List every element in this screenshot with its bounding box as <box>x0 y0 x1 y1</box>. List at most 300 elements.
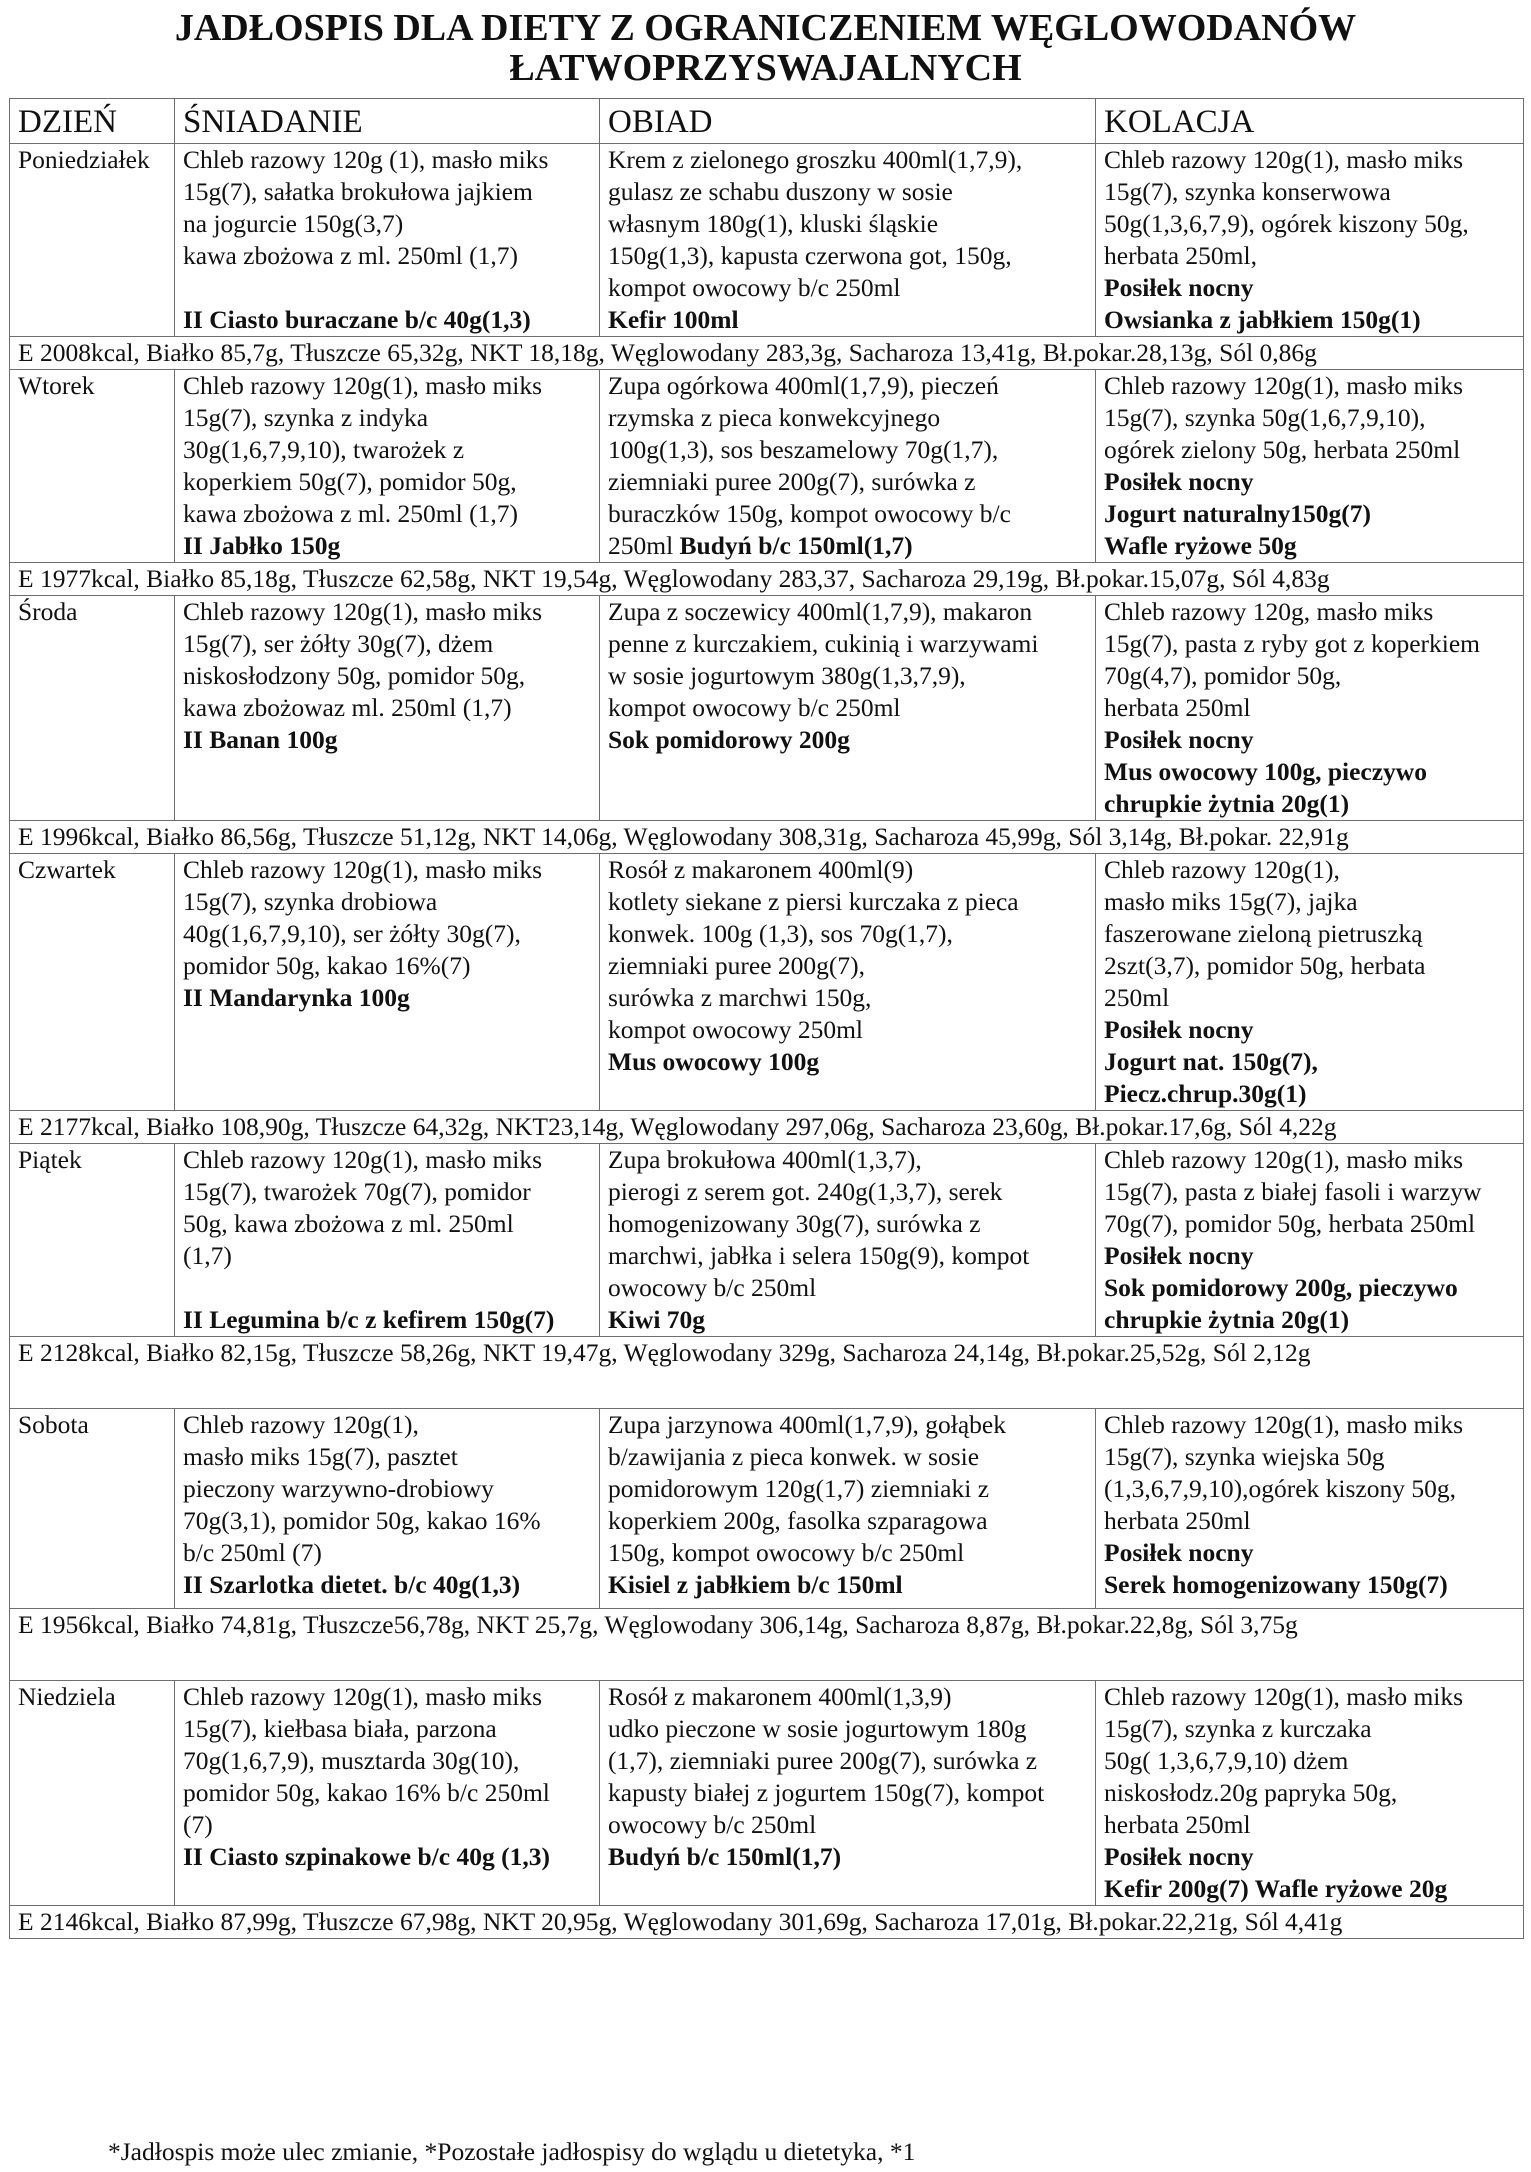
breakfast-cell <box>175 144 600 337</box>
menu-line <box>183 530 591 562</box>
menu-line <box>183 434 591 466</box>
menu-line <box>608 370 1087 402</box>
header-dinner: KOLACJA <box>1096 99 1524 144</box>
menu-line <box>1104 1873 1515 1905</box>
lunch-cell <box>600 596 1096 821</box>
menu-line <box>608 660 1087 692</box>
menu-text: pomidor 50g, kakao 16%(7) <box>183 951 471 980</box>
lunch-cell <box>600 370 1096 563</box>
blank-line <box>183 272 591 304</box>
menu-text: Krem z zielonego groszku 400ml(1,7,9), <box>608 145 1023 174</box>
menu-text: pieczony warzywno-drobiowy <box>183 1474 494 1503</box>
header-lunch: OBIAD <box>600 99 1096 144</box>
menu-text: ziemniaki puree 200g(7), surówka z <box>608 467 976 496</box>
menu-line <box>183 982 591 1014</box>
menu-text: Chleb razowy 120g(1), masło miks <box>183 1682 543 1711</box>
menu-text: 15g(7), szynka z indyka <box>183 403 429 432</box>
menu-text: Mus owocowy 100g, pieczywo <box>1104 757 1427 786</box>
breakfast-cell <box>175 1144 600 1337</box>
menu-line <box>1104 1681 1515 1713</box>
menu-line <box>608 1441 1087 1473</box>
menu-text: Posiłek nocny <box>1104 1538 1254 1567</box>
menu-line <box>1104 434 1515 466</box>
summary-row <box>10 337 1524 370</box>
menu-line <box>1104 1777 1515 1809</box>
day-row <box>10 1409 1524 1609</box>
day-name: Środa <box>10 596 175 821</box>
menu-text: 15g(7), ser żółty 30g(7), dżem <box>183 629 494 658</box>
dinner-cell <box>1096 144 1524 337</box>
menu-text-bold: Budyń b/c 150ml(1,7) <box>679 531 913 560</box>
menu-line <box>1104 208 1515 240</box>
menu-line <box>183 918 591 950</box>
menu-text: pomidor 50g, kakao 16% b/c 250ml <box>183 1778 550 1807</box>
menu-line <box>183 1713 591 1745</box>
menu-line <box>608 1569 1087 1601</box>
menu-text: 2szt(3,7), pomidor 50g, herbata <box>1104 951 1426 980</box>
menu-text: Posiłek nocny <box>1104 725 1254 754</box>
menu-line <box>608 498 1087 530</box>
menu-line <box>1104 176 1515 208</box>
header-day: DZIEŃ <box>10 99 175 144</box>
summary-row <box>10 1111 1524 1144</box>
menu-line <box>608 886 1087 918</box>
menu-line <box>1104 1240 1515 1272</box>
menu-line <box>183 1809 591 1841</box>
menu-text: II Ciasto buraczane b/c 40g(1,3) <box>183 305 531 334</box>
header-breakfast: ŚNIADANIE <box>175 99 600 144</box>
menu-line <box>1104 530 1515 562</box>
menu-line <box>608 1777 1087 1809</box>
menu-line <box>608 240 1087 272</box>
lunch-cell <box>600 854 1096 1111</box>
breakfast-cell <box>175 370 600 563</box>
menu-text: Zupa brokułowa 400ml(1,3,7), <box>608 1145 922 1174</box>
menu-line <box>1104 1272 1515 1304</box>
menu-text: 50g, kawa zbożowa z ml. 250ml <box>183 1209 514 1238</box>
menu-line <box>608 1841 1087 1873</box>
menu-text: Chleb razowy 120g, masło miks <box>1104 597 1434 626</box>
menu-line <box>608 1409 1087 1441</box>
menu-line <box>183 498 591 530</box>
menu-text: 15g(7), szynka wiejska 50g <box>1104 1442 1385 1471</box>
menu-text: gulasz ze schabu duszony w sosie <box>608 177 953 206</box>
menu-text: herbata 250ml, <box>1104 241 1257 270</box>
menu-line <box>183 304 591 336</box>
menu-line <box>608 1713 1087 1745</box>
menu-text: (1,3,6,7,9,10),ogórek kiszony 50g, <box>1104 1474 1456 1503</box>
lunch-cell <box>600 1409 1096 1609</box>
menu-line <box>183 1208 591 1240</box>
menu-text: II Ciasto szpinakowe b/c 40g (1,3) <box>183 1842 550 1871</box>
nutrition-summary: E 2128kcal, Białko 82,15g, Tłuszcze 58,26g, NKT 19,47g, Węglowodany 329g, Sacharoza 24,14g, Bł.pokar.25,52g, Sól 2,12g <box>10 1337 1524 1409</box>
document-title <box>0 8 1531 88</box>
menu-text: 150g, kompot owocowy b/c 250ml <box>608 1538 965 1567</box>
menu-line <box>183 208 591 240</box>
lunch-cell <box>600 1144 1096 1337</box>
menu-line <box>1104 1208 1515 1240</box>
menu-line <box>1104 918 1515 950</box>
menu-line <box>1104 498 1515 530</box>
nutrition-summary: E 1996kcal, Białko 86,56g, Tłuszcze 51,12g, NKT 14,06g, Węglowodany 308,31g, Sacharoza 45,99g, Sól 3,14g, Bł.pokar. 22,91g <box>10 821 1524 854</box>
menu-text: rzymska z pieca konwekcyjnego <box>608 403 941 432</box>
menu-text: 40g(1,6,7,9,10), ser żółty 30g(7), <box>183 919 521 948</box>
menu-text: Chleb razowy 120g(1), masło miks <box>1104 145 1464 174</box>
menu-line <box>1104 756 1515 788</box>
menu-text: chrupkie żytnia 20g(1) <box>1104 789 1350 818</box>
menu-line <box>1104 1409 1515 1441</box>
menu-text: 15g(7), kiełbasa biała, parzona <box>183 1714 497 1743</box>
menu-text: II Mandarynka 100g <box>183 983 410 1012</box>
menu-line <box>608 176 1087 208</box>
menu-text: (1,7) <box>183 1241 232 1270</box>
menu-text: Chleb razowy 120g(1), masło miks <box>1104 1145 1464 1174</box>
menu-line <box>608 1272 1087 1304</box>
menu-line <box>1104 1505 1515 1537</box>
menu-text: Kiwi 70g <box>608 1305 706 1334</box>
menu-line <box>1104 402 1515 434</box>
menu-text: pomidorowym 120g(1,7) ziemniaki z <box>608 1474 990 1503</box>
menu-text: niskosłodzony 50g, pomidor 50g, <box>183 661 526 690</box>
menu-text: 15g(7), twarożek 70g(7), pomidor <box>183 1177 531 1206</box>
menu-line <box>183 370 591 402</box>
day-row <box>10 596 1524 821</box>
header-row <box>10 99 1524 144</box>
menu-text: Posiłek nocny <box>1104 1015 1254 1044</box>
menu-line <box>608 434 1087 466</box>
nutrition-summary: E 1956kcal, Białko 74,81g, Tłuszcze56,78g, NKT 25,7g, Węglowodany 306,14g, Sacharoza 8,87g, Bł.pokar.22,8g, Sól 3,75g <box>10 1609 1524 1681</box>
menu-line <box>1104 272 1515 304</box>
menu-text: Chleb razowy 120g(1), masło miks <box>183 597 543 626</box>
menu-text: koperkiem 50g(7), pomidor 50g, <box>183 467 517 496</box>
dinner-cell <box>1096 854 1524 1111</box>
menu-line <box>608 724 1087 756</box>
menu-text: herbata 250ml <box>1104 1506 1251 1535</box>
dinner-cell <box>1096 1409 1524 1609</box>
menu-line <box>1104 692 1515 724</box>
menu-line <box>1104 240 1515 272</box>
nutrition-summary: E 2008kcal, Białko 85,7g, Tłuszcze 65,32g, NKT 18,18g, Węglowodany 283,3g, Sacharoza 13,41g, Bł.pokar.28,13g, Sól 0,86g <box>10 337 1524 370</box>
dinner-cell <box>1096 596 1524 821</box>
menu-text: 250ml <box>608 531 680 560</box>
menu-text: 15g(7), pasta z ryby got z koperkiem <box>1104 629 1481 658</box>
menu-line <box>1104 886 1515 918</box>
menu-line <box>1104 1144 1515 1176</box>
menu-text: 50g( 1,3,6,7,9,10) dżem <box>1104 1746 1349 1775</box>
menu-line <box>183 1681 591 1713</box>
menu-line <box>1104 1841 1515 1873</box>
menu-line <box>183 1537 591 1569</box>
menu-text: herbata 250ml <box>1104 1810 1251 1839</box>
menu-line <box>1104 1809 1515 1841</box>
menu-line <box>1104 1569 1515 1601</box>
menu-line <box>608 1240 1087 1272</box>
menu-text: Sok pomidorowy 200g, pieczywo <box>1104 1273 1458 1302</box>
menu-text: Budyń b/c 150ml(1,7) <box>608 1842 842 1871</box>
menu-line <box>608 304 1087 336</box>
menu-line <box>183 1841 591 1873</box>
menu-text: niskosłodz.20g papryka 50g, <box>1104 1778 1398 1807</box>
nutrition-summary: E 2177kcal, Białko 108,90g, Tłuszcze 64,32g, NKT23,14g, Węglowodany 297,06g, Sacharoza 23,60g, Bł.pokar.17,6g, Sól 4,22g <box>10 1111 1524 1144</box>
menu-line <box>183 1745 591 1777</box>
menu-text: Chleb razowy 120g(1), masło miks <box>1104 371 1464 400</box>
menu-line <box>608 272 1087 304</box>
nutrition-summary: E 2146kcal, Białko 87,99g, Tłuszcze 67,98g, NKT 20,95g, Węglowodany 301,69g, Sacharoza 17,01g, Bł.pokar.22,21g, Sól 4,41g <box>10 1906 1524 1939</box>
title-line-1: JADŁOSPIS DLA DIETY Z OGRANICZENIEM WĘGLOWODANÓW <box>174 7 1357 49</box>
blank-line <box>183 1272 591 1304</box>
dinner-cell <box>1096 1681 1524 1906</box>
menu-line <box>1104 788 1515 820</box>
day-row <box>10 1681 1524 1906</box>
menu-line <box>1104 1176 1515 1208</box>
day-row <box>10 144 1524 337</box>
menu-text: 70g(4,7), pomidor 50g, <box>1104 661 1342 690</box>
menu-text: Chleb razowy 120g(1), <box>183 1410 419 1439</box>
dinner-cell <box>1096 370 1524 563</box>
menu-line <box>608 982 1087 1014</box>
menu-line <box>608 1505 1087 1537</box>
menu-line <box>608 1473 1087 1505</box>
menu-text: kotlety siekane z piersi kurczaka z pieca <box>608 887 1019 916</box>
menu-text: II Banan 100g <box>183 725 338 754</box>
nutrition-summary: E 1977kcal, Białko 85,18g, Tłuszcze 62,58g, NKT 19,54g, Węglowodany 283,37, Sacharoza 29,19g, Bł.pokar.15,07g, Sól 4,83g <box>10 563 1524 596</box>
menu-line <box>1104 144 1515 176</box>
menu-line <box>1104 1745 1515 1777</box>
menu-line <box>608 1046 1087 1078</box>
footnote: *Jadłospis może ulec zmianie, *Pozostałe jadłospisy do wglądu u dietetyka, *1 <box>108 2137 916 2166</box>
menu-text: Chleb razowy 120g(1), masło miks <box>1104 1410 1464 1439</box>
menu-table <box>9 98 1524 1939</box>
menu-text: II Szarlotka dietet. b/c 40g(1,3) <box>183 1570 521 1599</box>
menu-text: kawa zbożowaz ml. 250ml (1,7) <box>183 693 512 722</box>
menu-text: kawa zbożowa z ml. 250ml (1,7) <box>183 241 518 270</box>
menu-line <box>183 1505 591 1537</box>
breakfast-cell <box>175 1409 600 1609</box>
menu-text: 100g(1,3), sos beszamelowy 70g(1,7), <box>608 435 999 464</box>
menu-text: penne z kurczakiem, cukinią i warzywami <box>608 629 1039 658</box>
menu-text: Posiłek nocny <box>1104 1842 1254 1871</box>
menu-line <box>1104 660 1515 692</box>
menu-text: konwek. 100g (1,3), sos 70g(1,7), <box>608 919 953 948</box>
menu-text: Zupa ogórkowa 400ml(1,7,9), pieczeń <box>608 371 999 400</box>
menu-text: herbata 250ml <box>1104 693 1251 722</box>
menu-text: na jogurcie 150g(3,7) <box>183 209 404 238</box>
menu-text: Wafle ryżowe 50g <box>1104 531 1297 560</box>
menu-text: Posiłek nocny <box>1104 467 1254 496</box>
menu-line <box>608 1809 1087 1841</box>
menu-line <box>183 1777 591 1809</box>
menu-line <box>1104 1713 1515 1745</box>
day-row <box>10 1144 1524 1337</box>
menu-line <box>608 1537 1087 1569</box>
menu-text: 70g(1,6,7,9), musztarda 30g(10), <box>183 1746 520 1775</box>
menu-text: Zupa z soczewicy 400ml(1,7,9), makaron <box>608 597 1033 626</box>
menu-line <box>1104 950 1515 982</box>
menu-line <box>608 1014 1087 1046</box>
menu-line <box>608 854 1087 886</box>
menu-text: Kefir 200g(7) Wafle ryżowe 20g <box>1104 1874 1448 1903</box>
summary-row <box>10 563 1524 596</box>
menu-text: własnym 180g(1), kluski śląskie <box>608 209 939 238</box>
menu-text: w sosie jogurtowym 380g(1,3,7,9), <box>608 661 966 690</box>
menu-line <box>1104 596 1515 628</box>
menu-line <box>608 1304 1087 1336</box>
menu-text: (7) <box>183 1810 213 1839</box>
menu-text: b/zawijania z pieca konwek. w sosie <box>608 1442 980 1471</box>
menu-line <box>608 1144 1087 1176</box>
menu-text: Chleb razowy 120g(1), masło miks <box>183 1145 543 1174</box>
menu-line <box>608 1745 1087 1777</box>
menu-text: 15g(7), szynka konserwowa <box>1104 177 1391 206</box>
menu-text: masło miks 15g(7), pasztet <box>183 1442 458 1471</box>
menu-line <box>183 402 591 434</box>
menu-text: 30g(1,6,7,9,10), twarożek z <box>183 435 465 464</box>
menu-line <box>1104 982 1515 1014</box>
lunch-cell <box>600 144 1096 337</box>
title-line-2: ŁATWOPRZYSWAJALNYCH <box>509 47 1022 89</box>
menu-text: 15g(7), pasta z białej fasoli i warzyw <box>1104 1177 1482 1206</box>
menu-line <box>183 1569 591 1601</box>
menu-line <box>183 144 591 176</box>
menu-text: kompot owocowy b/c 250ml <box>608 693 901 722</box>
menu-line <box>183 1409 591 1441</box>
menu-line <box>183 692 591 724</box>
menu-text: Kisiel z jabłkiem b/c 150ml <box>608 1570 903 1599</box>
menu-text: marchwi, jabłka i selera 150g(9), kompot <box>608 1241 1030 1270</box>
menu-line <box>1104 1304 1515 1336</box>
menu-text: owocowy b/c 250ml <box>608 1273 817 1302</box>
menu-text: 150g(1,3), kapusta czerwona got, 150g, <box>608 241 1012 270</box>
summary-row <box>10 821 1524 854</box>
menu-text: Posiłek nocny <box>1104 273 1254 302</box>
menu-line <box>1104 854 1515 886</box>
menu-line <box>1104 466 1515 498</box>
menu-text: II Legumina b/c z kefirem 150g(7) <box>183 1305 555 1334</box>
day-row <box>10 370 1524 563</box>
menu-text: Rosół z makaronem 400ml(1,3,9) <box>608 1682 952 1711</box>
day-name: Niedziela <box>10 1681 175 1906</box>
menu-text: kompot owocowy b/c 250ml <box>608 273 901 302</box>
breakfast-cell <box>175 1681 600 1906</box>
menu-text: Jogurt naturalny150g(7) <box>1104 499 1372 528</box>
menu-text: kapusty białej z jogurtem 150g(7), kompot <box>608 1778 1045 1807</box>
summary-row <box>10 1337 1524 1409</box>
menu-line <box>608 1176 1087 1208</box>
menu-line <box>1104 1014 1515 1046</box>
menu-line <box>608 144 1087 176</box>
menu-text: 15g(7), szynka z kurczaka <box>1104 1714 1372 1743</box>
menu-text: ogórek zielony 50g, herbata 250ml <box>1104 435 1461 464</box>
day-name: Wtorek <box>10 370 175 563</box>
menu-text: chrupkie żytnia 20g(1) <box>1104 1305 1350 1334</box>
breakfast-cell <box>175 854 600 1111</box>
menu-line <box>608 918 1087 950</box>
menu-text: ziemniaki puree 200g(7), <box>608 951 866 980</box>
menu-line <box>183 1441 591 1473</box>
menu-line <box>183 886 591 918</box>
menu-text: Mus owocowy 100g <box>608 1047 820 1076</box>
menu-text: 15g(7), szynka drobiowa <box>183 887 438 916</box>
day-name: Piątek <box>10 1144 175 1337</box>
menu-text: surówka z marchwi 150g, <box>608 983 872 1012</box>
menu-text: 50g(1,3,6,7,9), ogórek kiszony 50g, <box>1104 209 1469 238</box>
menu-line <box>608 692 1087 724</box>
menu-text: buraczków 150g, kompot owocowy b/c <box>608 499 1011 528</box>
lunch-cell <box>600 1681 1096 1906</box>
menu-text: masło miks 15g(7), jajka <box>1104 887 1358 916</box>
menu-text: b/c 250ml (7) <box>183 1538 322 1567</box>
menu-line <box>1104 370 1515 402</box>
menu-line <box>1104 1537 1515 1569</box>
menu-line <box>183 176 591 208</box>
menu-text: Rosół z makaronem 400ml(9) <box>608 855 914 884</box>
menu-text: 250ml <box>1104 983 1170 1012</box>
day-name: Sobota <box>10 1409 175 1609</box>
menu-line <box>608 1681 1087 1713</box>
menu-text: Serek homogenizowany 150g(7) <box>1104 1570 1448 1599</box>
menu-text: faszerowane zieloną pietruszką <box>1104 919 1423 948</box>
menu-text: Kefir 100ml <box>608 305 739 334</box>
menu-text: Chleb razowy 120g (1), masło miks <box>183 145 549 174</box>
menu-line <box>183 950 591 982</box>
menu-line <box>1104 724 1515 756</box>
menu-line <box>608 208 1087 240</box>
day-row <box>10 854 1524 1111</box>
menu-text: Owsianka z jabłkiem 150g(1) <box>1104 305 1421 334</box>
menu-text: kompot owocowy 250ml <box>608 1015 863 1044</box>
menu-line <box>1104 1441 1515 1473</box>
menu-text: Piecz.chrup.30g(1) <box>1104 1079 1307 1108</box>
menu-line <box>183 596 591 628</box>
menu-text: udko pieczone w sosie jogurtowym 180g <box>608 1714 1027 1743</box>
menu-line <box>183 628 591 660</box>
menu-line <box>608 1208 1087 1240</box>
menu-text: koperkiem 200g, fasolka szparagowa <box>608 1506 988 1535</box>
menu-line <box>183 1304 591 1336</box>
menu-text: Chleb razowy 120g(1), masło miks <box>183 855 543 884</box>
dinner-cell <box>1096 1144 1524 1337</box>
menu-text: Jogurt nat. 150g(7), <box>1104 1047 1318 1076</box>
menu-text: II Jabłko 150g <box>183 531 341 560</box>
menu-line <box>183 240 591 272</box>
menu-text: pierogi z serem got. 240g(1,3,7), serek <box>608 1177 1003 1206</box>
menu-text: Posiłek nocny <box>1104 1241 1254 1270</box>
breakfast-cell <box>175 596 600 821</box>
menu-line <box>183 660 591 692</box>
menu-line <box>608 596 1087 628</box>
summary-row <box>10 1609 1524 1681</box>
menu-text: Chleb razowy 120g(1), <box>1104 855 1340 884</box>
menu-text: Chleb razowy 120g(1), masło miks <box>183 371 543 400</box>
menu-line <box>608 628 1087 660</box>
menu-line <box>1104 628 1515 660</box>
day-name: Czwartek <box>10 854 175 1111</box>
menu-text: 70g(7), pomidor 50g, herbata 250ml <box>1104 1209 1476 1238</box>
menu-line <box>183 724 591 756</box>
menu-body <box>10 144 1524 1939</box>
menu-text: kawa zbożowa z ml. 250ml (1,7) <box>183 499 518 528</box>
menu-line <box>1104 1078 1515 1110</box>
day-name: Poniedziałek <box>10 144 175 337</box>
menu-line <box>1104 1473 1515 1505</box>
menu-line <box>608 530 1087 562</box>
summary-row <box>10 1906 1524 1939</box>
menu-line <box>183 1144 591 1176</box>
menu-line <box>183 1176 591 1208</box>
menu-line <box>1104 1046 1515 1078</box>
menu-line <box>183 466 591 498</box>
menu-line <box>183 1473 591 1505</box>
